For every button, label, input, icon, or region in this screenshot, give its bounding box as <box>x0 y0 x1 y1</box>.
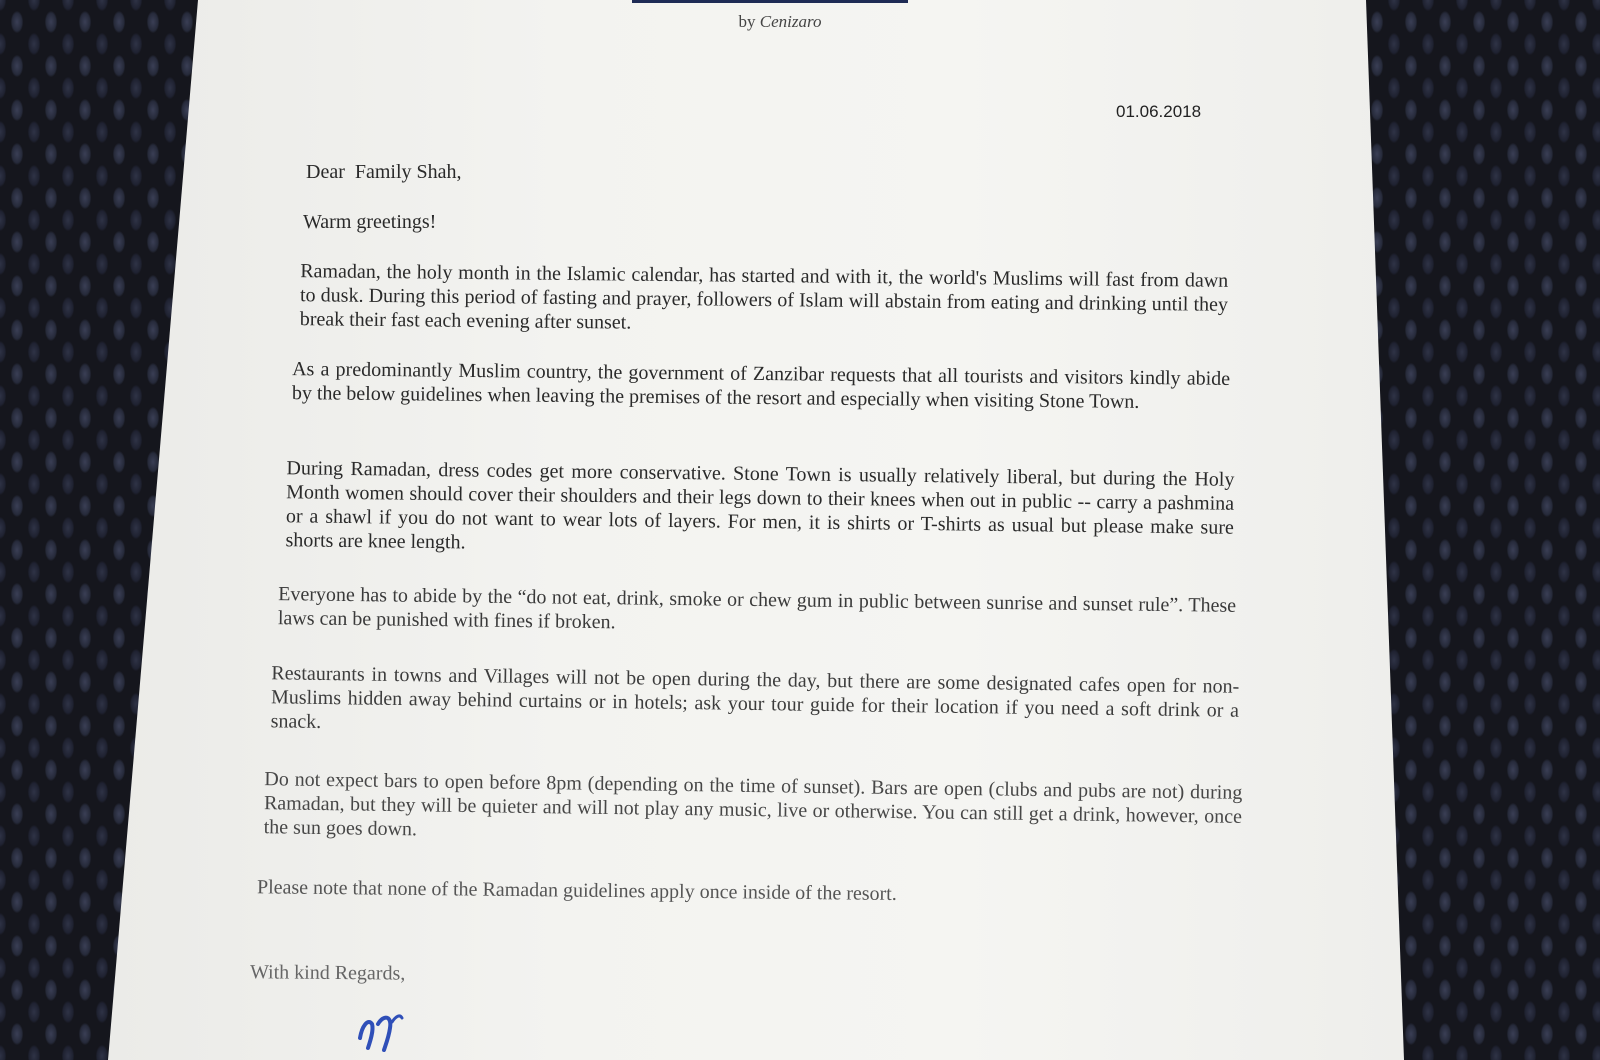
paragraph-bars: Do not expect bars to open before 8pm (depending on the time of sunset). Bars are open (clubs and pubs are not) during Ramadan, but they will be quieter and will not play any music, live or otherwise. You can still get a drink, however, once the sun goes down. <box>263 768 1243 841</box>
salutation: Dear Family Shah, <box>306 161 462 183</box>
paragraph-resort-note: Please note that none of the Ramadan guidelines apply once inside of the resort. <box>256 876 897 905</box>
paragraph-ramadan-intro: Ramadan, the holy month in the Islamic calendar, has started and with it, the world's Muslims will fast from dawn to dusk. During this period of fasting and prayer, followers of Islam will abstain from eating and drinking until they break their fast each evening after sunset. <box>299 260 1229 334</box>
closing: With kind Regards, <box>249 961 406 985</box>
brand-by-text: by <box>738 12 756 31</box>
letterhead-logo-bar <box>632 0 908 3</box>
brand-name: Cenizaro <box>759 12 822 31</box>
paragraph-government-request: As a predominantly Muslim country, the government of Zanzibar requests that all tourists and visitors kindly abide by the below guidelines when leaving the premises of the resort and especially when visiting Stone Town. <box>291 358 1231 413</box>
greeting: Warm greetings! <box>303 211 437 233</box>
letterhead-brand <box>0 12 1560 32</box>
signature-mark <box>356 1004 416 1052</box>
letter-date: 01.06.2018 <box>1116 102 1202 121</box>
paragraph-restaurants: Restaurants in towns and Villages will not be open during the day, but there are some designated cafes open for non-Muslims hidden away behind curtains or in hotels; ask your tour guide for their location if you need a soft drink or a snack. <box>270 662 1240 733</box>
paragraph-dress-code: During Ramadan, dress codes get more conservative. Stone Town is usually relatively liberal, but during the Holy Month women should cover their shoulders and their legs down to their knees when out in public -- carry a pashmina or a shawl if you do not want to wear lots of layers. For men, it is shirts or T-shirts as usual but please make sure shorts are knee length. <box>285 457 1235 554</box>
paragraph-public-rule: Everyone has to abide by the “do not eat, drink, smoke or chew gum in public between sunrise and sunset rule”. These laws can be punished with fines if broken. <box>277 583 1237 634</box>
